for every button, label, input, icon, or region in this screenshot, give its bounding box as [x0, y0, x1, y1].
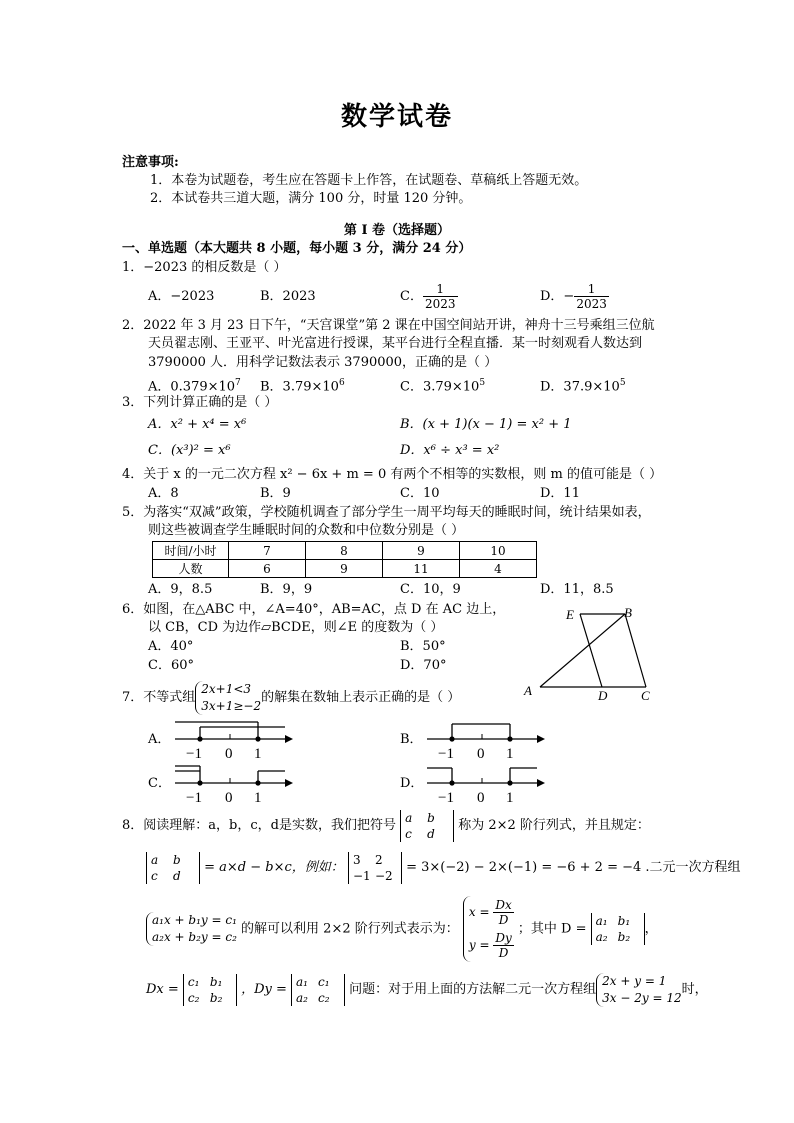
q1-option-d: D．− $\frac{1}{2023}$ [540, 282, 607, 311]
q7-option-b-label: B． [400, 732, 423, 747]
q6-option-b: B．50° [400, 639, 446, 654]
q6-option-c: C．60° [148, 658, 194, 673]
q3-option-b: B．(x + 1)(x − 1) = x² + 1 [400, 417, 572, 432]
table-cell: 人数 [153, 560, 229, 578]
question-5-line: 则这些被调查学生睡眠时间的众数和中位数分别是（ ） [148, 523, 465, 538]
table-cell: 11 [383, 560, 460, 578]
determinant-definition: a b c d = a×d − b×c，例如： 3 2 −1 −2 = 3×(−2) − 2×(−1) = −6 + 2 = −4 .二元一次方程组 [146, 850, 741, 886]
q5-option-c: C．10，9 [400, 582, 461, 597]
question-3-stem: 3．下列计算正确的是（ ） [122, 395, 278, 410]
svg-text:1: 1 [254, 790, 262, 806]
question-2-line: 天员翟志刚、王亚平、叶光富进行授课，某平台进行全程直播．某一时刻观看人数达到 [148, 336, 643, 351]
part-title: 第 I 卷（选择题） [343, 223, 451, 238]
label-a: A [524, 683, 532, 698]
svg-text:−1: −1 [438, 746, 454, 762]
svg-text:0: 0 [225, 790, 233, 806]
svg-text:0: 0 [477, 746, 485, 762]
q4-option-a: A．8 [148, 486, 179, 501]
label-e: E [566, 607, 574, 622]
question-8-intro: 8．阅读理解：a，b，c，d是实数，我们把符号 a b c d 称为 2×2 阶行列式，并且规定： [122, 810, 650, 841]
svg-text:0: 0 [477, 790, 485, 806]
q2-option-d: D．$37.9\times 10^5$ [540, 378, 626, 395]
q2-option-c: C．$3.79\times 10^5$ [400, 378, 486, 395]
question-4-stem: 4．关于 x 的一元二次方程 x² − 6x + m = 0 有两个不相等的实数根，则 m 的值可能是（ ） [122, 467, 663, 482]
q4-option-c: C．10 [400, 486, 440, 501]
section-heading: 一、单选题（本大题共 8 小题，每小题 3 分，满分 24 分） [122, 241, 472, 256]
table-cell: 9 [306, 560, 383, 578]
notice-heading: 注意事项: [122, 155, 179, 170]
number-line-b [422, 716, 547, 764]
table-cell: 6 [229, 560, 306, 578]
q2-option-a: A．$0.379\times 10^7$ [148, 378, 241, 395]
table-cell: 7 [229, 542, 306, 560]
q7-option-a-label: A． [148, 732, 171, 747]
triangle-parallelogram-figure [520, 600, 660, 705]
question-5-line: 5．为落实“双减”政策，学校随机调查了部分学生一周平均每天的睡眠时间，统计结果如表， [122, 505, 651, 520]
table-cell: 时间/小时 [153, 542, 229, 560]
q3-option-c: C．(x³)² = x⁶ [148, 443, 231, 458]
q4-option-b: B．9 [260, 486, 291, 501]
q6-option-a: A．40° [148, 639, 194, 654]
table-cell: 10 [460, 542, 537, 560]
table-cell: 8 [306, 542, 383, 560]
svg-text:1: 1 [254, 746, 262, 762]
svg-text:−1: −1 [186, 790, 202, 806]
table-row [153, 560, 537, 578]
label-b: B [624, 605, 632, 620]
q4-option-d: D．11 [540, 486, 580, 501]
table-cell: 9 [383, 542, 460, 560]
question-2-line: 2．2022 年 3 月 23 日下午，“天宫课堂”第 2 课在中国空间站开讲，神舟十三号乘组三位航 [122, 318, 655, 333]
notice-item: 2．本试卷共三道大题，满分 100 分，时量 120 分钟。 [150, 191, 472, 206]
page-title: 数学试卷 [340, 102, 453, 132]
q5-option-d: D．11，8.5 [540, 582, 614, 597]
svg-text:1: 1 [506, 790, 514, 806]
notice-item: 1．本卷为试题卷，考生应在答题卡上作答，在试题卷、草稿纸上答题无效。 [150, 173, 588, 188]
determinant-dx-dy: Dx = c₁ b₁ c₂ b₂ ，Dy = a₁ c₁ a₂ c₂ 问题：对于用上面的方法解二元一次方程组 2x + y = 1 3x − 2y = 12 时， [146, 973, 708, 1005]
q6-option-d: D．70° [400, 658, 447, 673]
question-2-line: 3790000 人．用科学记数法表示 3790000，正确的是（ ） [148, 355, 498, 370]
question-1-stem: 1．−2023 的相反数是（ ） [122, 260, 287, 275]
svg-text:0: 0 [225, 746, 233, 762]
q5-option-a: A．9，8.5 [148, 582, 213, 597]
q1-option-b: B．2023 [260, 289, 316, 304]
table-cell: 4 [460, 560, 537, 578]
svg-text:−1: −1 [186, 746, 202, 762]
q5-option-b: B．9，9 [260, 582, 313, 597]
svg-text:−1: −1 [438, 790, 454, 806]
label-c: C [641, 688, 650, 703]
cramer-rule-statement: a₁x + b₁y = c₁ a₂x + b₂y = c₂ 的解可以利用 2×2 阶行列式表示为： x = $\frac{Dx}{D}$ y = $\frac{Dy}{D}$ ；其中 D = a₁ b₁ a₂ b₂， [146, 896, 658, 962]
q7-option-c-label: C． [148, 776, 171, 791]
q3-option-d: D．x⁶ ÷ x³ = x² [400, 443, 500, 458]
table-row [153, 542, 537, 560]
label-d: D [598, 688, 608, 703]
q1-option-a: A．−2023 [148, 289, 215, 304]
svg-text:1: 1 [506, 746, 514, 762]
q7-option-d-label: D． [400, 776, 424, 791]
q1-option-c: C． $\frac{1}{2023}$ [400, 282, 456, 311]
number-line-c [170, 760, 295, 808]
number-line-d [422, 760, 547, 808]
question-6-line: 6．如图，在△ABC 中，∠A=40°，AB=AC，点 D 在 AC 边上， [122, 602, 506, 617]
question-6-line: 以 CB，CD 为边作▱BCDE，则∠E 的度数为（ ） [148, 620, 444, 635]
q3-option-a: A．x² + x⁴ = x⁶ [148, 417, 247, 432]
number-line-a [170, 716, 295, 764]
question-7-stem: 7．不等式组 2x+1<3 3x+1≥−2 的解集在数轴上表示正确的是（ ） [122, 681, 461, 713]
sleep-time-table [152, 541, 537, 578]
q2-option-b: B．$3.79\times 10^6$ [260, 378, 345, 395]
